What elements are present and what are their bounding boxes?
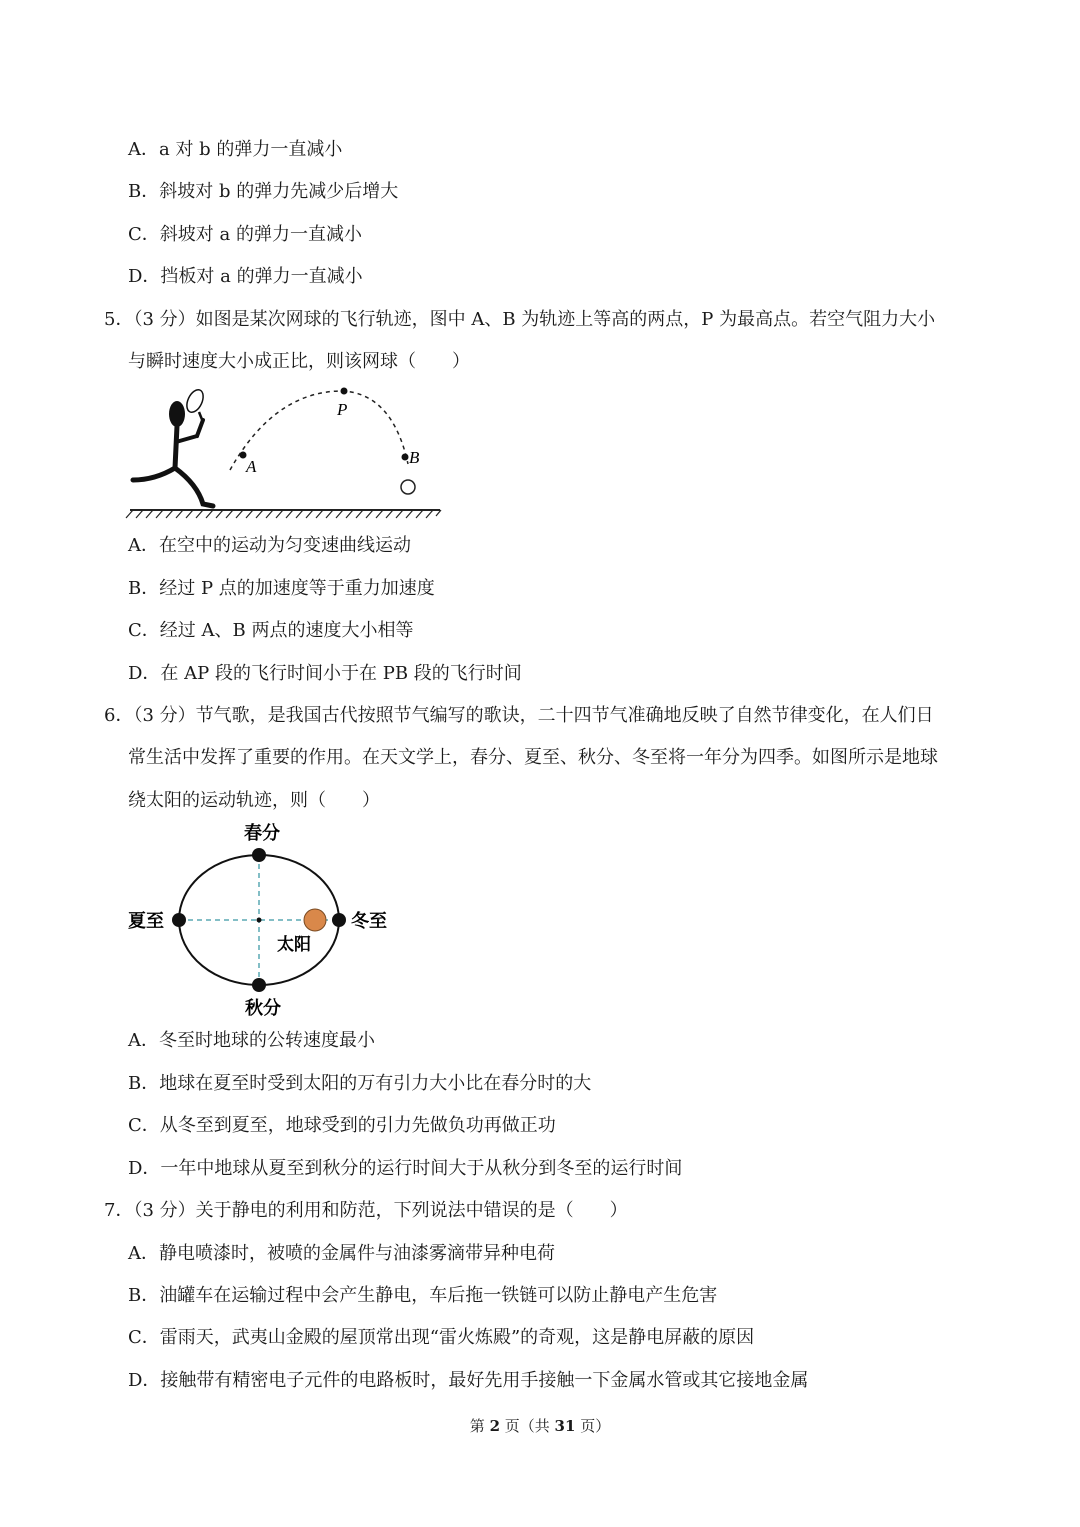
q5-stem-line1: 5．（3 分）如图是某次网球的飞行轨迹，图中 A、B 为轨迹上等高的两点，P 为最高点。若空气阻力大小 [104, 309, 936, 330]
q7-option-b: B．油罐车在运输过程中会产生静电，车后拖一铁链可以防止静电产生危害 [128, 1285, 718, 1306]
footer-prefix: 第 [469, 1417, 490, 1435]
label-summer: 夏至 [128, 911, 164, 932]
q5-tennis-figure [125, 380, 445, 520]
q5-stem-line2: 与瞬时速度大小成正比，则该网球（ ） [128, 351, 470, 372]
q6-option-b: B．地球在夏至时受到太阳的万有引力大小比在春分时的大 [128, 1073, 592, 1094]
page-footer [0, 1416, 1080, 1436]
q5-option-d: D．在 AP 段的飞行时间小于在 PB 段的飞行时间 [128, 663, 522, 684]
point-p [341, 388, 348, 395]
footer-suffix: 页） [575, 1417, 611, 1435]
q6-option-a: A．冬至时地球的公转速度最小 [128, 1030, 375, 1051]
tennis-ball [401, 480, 415, 494]
earth-winter [332, 913, 346, 927]
earth-summer [172, 913, 186, 927]
footer-page-number: 2 [489, 1417, 500, 1435]
q4-option-d: D．挡板对 a 的弹力一直减小 [128, 266, 363, 287]
label-b: B [409, 448, 420, 467]
q7-option-c: C．雷雨天，武夷山金殿的屋顶常出现“雷火炼殿”的奇观，这是静电屏蔽的原因 [128, 1327, 755, 1348]
footer-total-pages: 31 [554, 1417, 576, 1435]
footer-middle: 页（共 [500, 1417, 555, 1435]
q5-option-c: C．经过 A、B 两点的速度大小相等 [128, 620, 414, 641]
ground-hatching [126, 510, 441, 518]
label-sun: 太阳 [277, 935, 311, 955]
label-p: P [337, 400, 348, 419]
q7-option-d: D．接触带有精密电子元件的电路板时，最好先用手接触一下金属水管或其它接地金属 [128, 1370, 809, 1391]
label-spring: 春分 [244, 823, 280, 844]
q6-stem-line1: 6．（3 分）节气歌，是我国古代按照节气编写的歌诀，二十四节气准确地反映了自然节律变化，在人们日 [104, 705, 934, 726]
q5-option-b: B．经过 P 点的加速度等于重力加速度 [128, 578, 435, 599]
sun [304, 909, 326, 931]
orbit-center [257, 918, 262, 923]
trajectory-path [230, 391, 408, 470]
label-a: A [246, 457, 257, 476]
q7-stem-line1: 7．（3 分）关于静电的利用和防范，下列说法中错误的是（ ） [104, 1200, 628, 1221]
q6-stem-line3: 绕太阳的运动轨迹，则（ ） [128, 790, 380, 811]
q7-option-a: A．静电喷漆时，被喷的金属件与油漆雾滴带异种电荷 [128, 1243, 555, 1264]
racket-icon [184, 387, 207, 422]
q4-option-b: B．斜坡对 b 的弹力先减少后增大 [128, 181, 399, 202]
point-b [402, 454, 409, 461]
q6-orbit-figure [125, 818, 400, 1023]
earth-autumn [252, 978, 266, 992]
q4-option-c: C．斜坡对 a 的弹力一直减小 [128, 224, 362, 245]
q5-option-a: A．在空中的运动为匀变速曲线运动 [128, 535, 411, 556]
label-winter: 冬至 [351, 911, 387, 932]
q6-option-c: C．从冬至到夏至，地球受到的引力先做负功再做正功 [128, 1115, 556, 1136]
player-head [169, 401, 185, 427]
q6-option-d: D．一年中地球从夏至到秋分的运行时间大于从秋分到冬至的运行时间 [128, 1158, 683, 1179]
earth-spring [252, 848, 266, 862]
q6-stem-line2: 常生活中发挥了重要的作用。在天文学上，春分、夏至、秋分、冬至将一年分为四季。如图所示是地球 [128, 747, 938, 768]
q4-option-a: A．a 对 b 的弹力一直减小 [128, 139, 343, 160]
label-autumn: 秋分 [245, 998, 281, 1019]
